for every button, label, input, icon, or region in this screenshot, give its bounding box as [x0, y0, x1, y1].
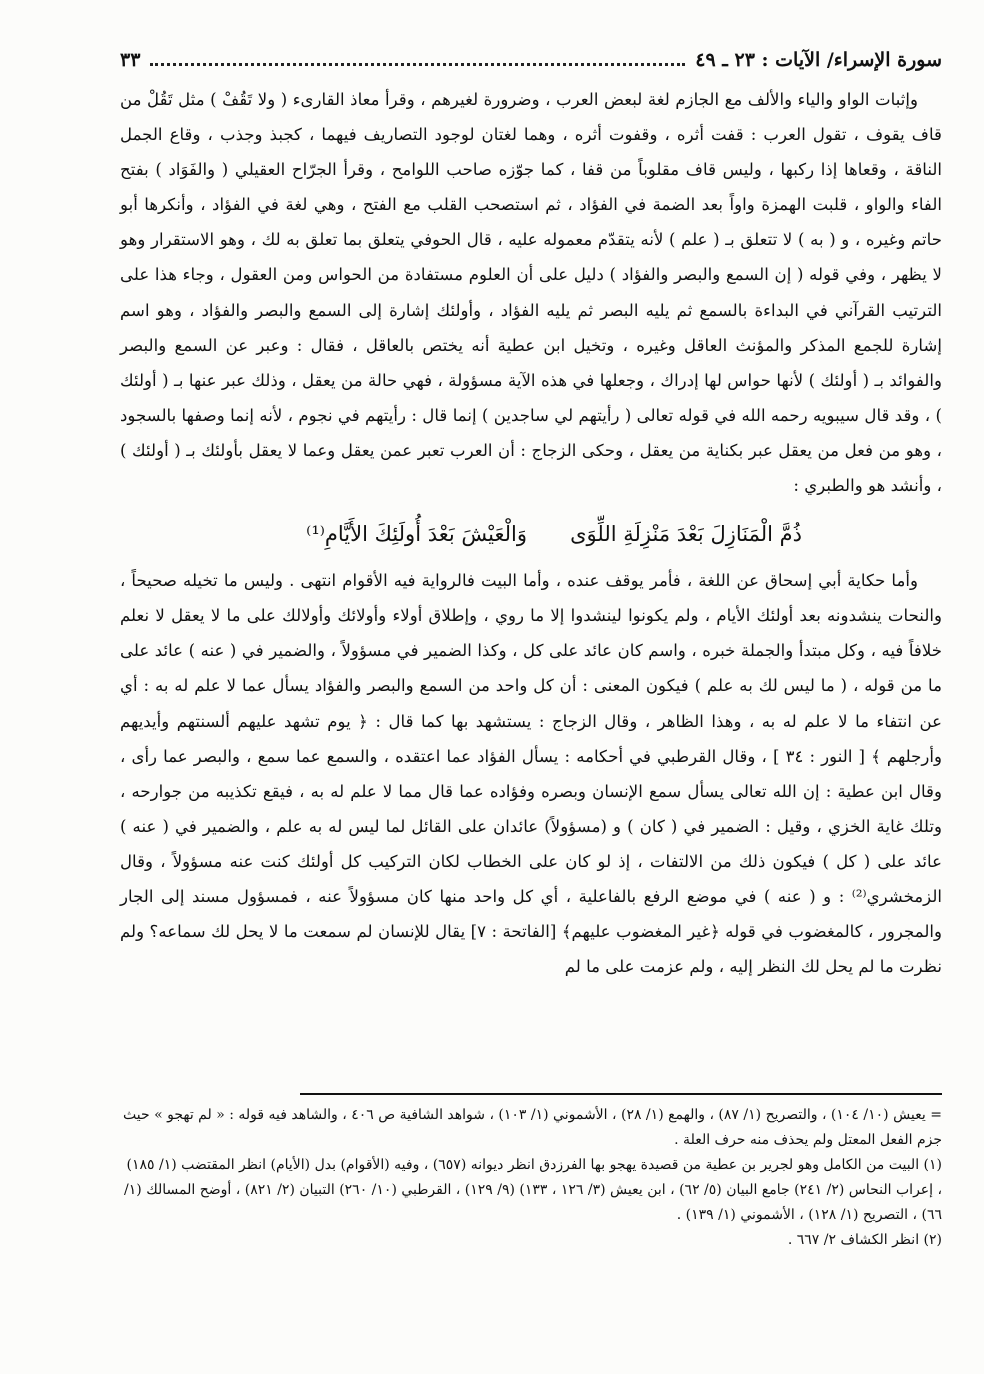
footnotes — [120, 1103, 942, 1253]
header-title: سورة الإسراء/ الآيات : ٢٣ ـ ٤٩ — [695, 49, 942, 71]
verse-second-hemistich: وَالْعَيْشَ بَعْدَ أُولَئِكَ الأَيَّامِ⁽¹⁾ — [306, 522, 527, 547]
page-number: ٣٣ — [120, 49, 141, 71]
footnote-divider — [300, 1093, 942, 1095]
verse-first-hemistich: ذُمَّ الْمَنَازِلَ بَعْدَ مَنْزِلَةِ اللِّوَى — [570, 522, 802, 547]
footnote-2: (٢) انظر الكشاف ٢/ ٦٦٧ . — [787, 1232, 942, 1248]
footnote-1: (١) البيت من الكامل وهو لجرير بن عطية من قصيدة يهجو بها الفرزدق انظر ديوانه (٦٥٧) ، وفيه (الأقوام) بدل (الأيام) انظر المقتضب (١/ ١٨٥) ، إعراب النحاس (٢/ ٢٤١) جامع البيان (٥/ ٦٢) ، ابن يعيش (٣/ ١٢٦ ، ١٣٣) (٩/ ١٢٩) ، القرطبي (١٠/ ٢٦٠) التبيان (٢/ ٨٢١) ، أوضح المسالك (١/ ٦٦) ، التصريح (١/ ١٢٨) ، الأشموني (١/ ١٣٩) . — [124, 1157, 942, 1223]
header-dotted-leader — [150, 63, 685, 66]
poetry-verse — [120, 511, 942, 559]
main-text — [120, 82, 942, 984]
running-header — [120, 42, 942, 78]
footnote-continuation: = يعيش (١٠/ ١٠٤) ، والتصريح (١/ ٨٧) ، والهمع (١/ ٢٨) ، الأشموني (١/ ١٠٣) ، شواهد الشافية ص ٤٠٦ ، والشاهد فيه قوله : « لم تهجو » حيث جزم الفعل المعتل ولم يحذف منه حرف العلة . — [123, 1107, 942, 1148]
paragraph-1: وإثبات الواو والياء والألف مع الجازم لغة لبعض العرب ، وضرورة لغيرهم ، وقرأ معاذ القارىء ( ولا تَقُفْ ) مثل تَقُلْ من قاف يقوف ، تقول العرب : قفت أثره ، وقفوت أثره ، وهما لغتان لوجود التصاريف فيهما ، كجبذ وجذب ، وقاع الجمل الناقة ، وقعاها إذا ركبها ، وليس قاف مقلوباً من قفا ، كما جوّزه صاحب اللوامح ، وقرأ الجرّاح العقيلي ( والفَوَاد ) بفتح الفاء والواو ، قلبت الهمزة واواً بعد الضمة في الفؤاد ، ثم استصحب القلب مع الفتح ، وهي لغة في الفؤاد ، وأنكرها أبو حاتم وغيره ، و ( به ) لا تتعلق بـ ( علم ) لأنه يتقدّم معموله عليه ، قال الحوفي يتعلق بما تعلق به لك ، وهو الاستقرار وهو لا يظهر ، وفي قوله ( إن السمع والبصر والفؤاد ) دليل على أن العلوم مستفادة من الحواس ومن العقول ، وجاء هذا على الترتيب القرآني في البداءة بالسمع ثم يليه البصر ثم يليه الفؤاد ، وأولئك إشارة إلى السمع والبصر والفؤاد ، وهو اسم إشارة للجمع المذكر والمؤنث العاقل وغيره ، وتخيل ابن عطية أنه يختص بالعاقل ، فقال : وعبر عن السمع والبصر والفوائد بـ ( أولئك ) لأنها حواس لها إدراك ، وجعلها في هذه الآية مسؤولة ، فهي حالة من يعقل ، وذلك عبر عنها بـ ( أولئك ) ، وقد قال سيبويه رحمه الله في قوله تعالى ( رأيتهم لي ساجدين ) إنما قال : رأيتهم في نجوم ، لأنه إنما وصفها بالسجود ، وهو من فعل من يعقل عبر بكناية من يعقل ، وحكى الزجاج : أن العرب تعبر عمن يعقل وعما لا يعقل بأولئك بـ ( أولئك ) ، وأنشد هو والطبري : — [120, 90, 942, 496]
paragraph-2: وأما حكاية أبي إسحاق عن اللغة ، فأمر يوقف عنده ، وأما البيت فالرواية فيه الأقوام انتهى . وليس ما تخيله صحيحاً ، والنحات ينشدونه بعد أولئك الأيام ، ولم يكونوا لينشدوا إلا ما روي ، وإطلاق أولاء وأولائك وأولالك على ما لا يعقل لا نعلم خلافاً فيه ، وكل مبتدأ والجملة خبره ، واسم كان عائد على كل ، وكذا الضمير في مسؤولاً ، والضمير في ( عنه ) عائد على ما من قوله ، ( ما ليس لك به علم ) فيكون المعنى : أن كل واحد من السمع والبصر والفؤاد يسأل عما لا علم له به : أي عن انتفاء ما لا علم له به ، وهذا الظاهر ، وقال الزجاج : يستشهد بها كما قال : ﴿ يوم تشهد عليهم ألسنتهم وأيديهم وأرجلهم ﴾ [ النور : ٣٤ ] ، وقال القرطبي في أحكامه : يسأل الفؤاد عما اعتقده ، والسمع عما سمع ، والبصر عما رأى ، وقال ابن عطية : إن الله تعالى يسأل سمع الإنسان وبصره وفؤاده عما قال مما لا علم له به ، فيقع تكذيبه من جوارحه ، وتلك غاية الخزي ، وقيل : الضمير في ( كان ) و (مسؤولاً) عائدان على القائل لما ليس له به علم ، والضمير في ( عنه ) عائد على ( كل ) فيكون ذلك من الالتفات ، إذ لو كان على الخطاب لكان التركيب كل أولئك كنت عنه مسؤولاً ، وقال الزمخشري⁽²⁾ : و ( عنه ) في موضع الرفع بالفاعلية ، أي كل واحد منها كان مسؤولاً عنه ، فمسؤول مسند إلى الجار والمجرور ، كالمغضوب في قوله ﴿غير المغضوب عليهم﴾ [الفاتحة : ٧] يقال للإنسان لم سمعت ما لا يحل لك سماعه؟ ولم نظرت ما لم يحل لك النظر إليه ، ولم عزمت على ما لم — [120, 571, 942, 977]
